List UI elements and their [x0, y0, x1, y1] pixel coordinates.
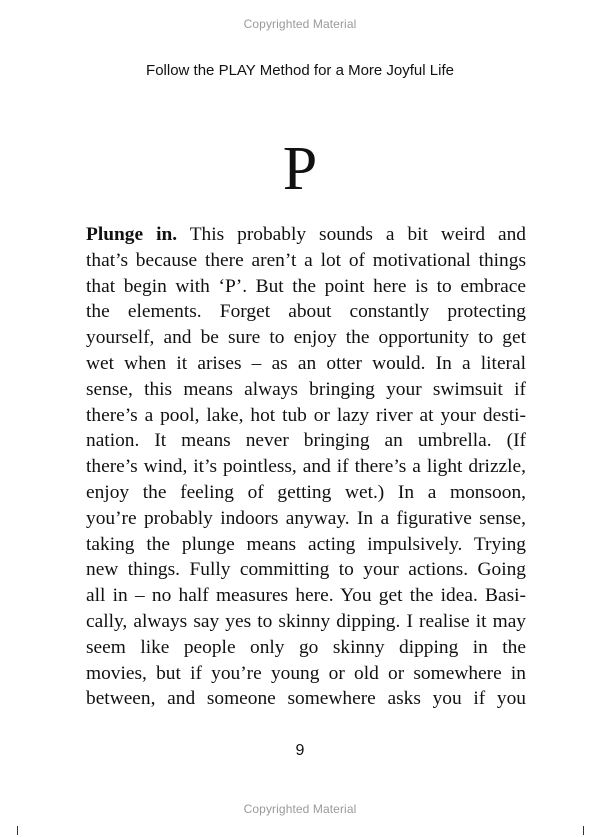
body-text	[86, 222, 526, 712]
body-line: wet when it arises – as an otter would. In a literal	[86, 352, 526, 374]
crop-mark-left	[17, 826, 18, 835]
body-line: seem like people only go skinny dipping in the	[86, 636, 526, 658]
body-line-1	[86, 222, 526, 248]
body-line: cally, always say yes to skinny dipping. I realise it may	[86, 610, 526, 632]
body-line: yourself, and be sure to enjoy the opportunity to get	[86, 327, 526, 349]
body-line-last: between, and someone somewhere asks you if you	[86, 688, 526, 710]
body-line: the elements. Forget about constantly protecting	[86, 301, 526, 323]
body-line: there’s wind, it’s pointless, and if there’s a light drizzle,	[86, 456, 526, 478]
first-line-rest: This probably sounds a bit weird and	[177, 224, 526, 245]
copyright-watermark-bottom: Copyrighted Material	[243, 802, 357, 816]
body-line: that’s because there aren’t a lot of motivational things	[86, 249, 526, 271]
crop-mark-right	[583, 826, 584, 835]
copyright-watermark-top: Copyrighted Material	[243, 17, 357, 31]
body-line: nation. It means never bringing an umbrella. (If	[86, 430, 526, 452]
body-line: that begin with ‘P’. But the point here is to embrace	[86, 275, 526, 297]
body-line: movies, but if you’re young or old or somewhere in	[86, 662, 526, 684]
body-line: all in – no half measures here. You get the idea. Basi-	[86, 585, 526, 607]
page-number: 9	[295, 742, 305, 759]
body-line: enjoy the feeling of getting wet.) In a monsoon,	[86, 481, 526, 503]
body-line: sense, this means always bringing your swimsuit if	[86, 378, 526, 400]
body-line: taking the plunge means acting impulsively. Trying	[86, 533, 526, 555]
running-head: Follow the PLAY Method for a More Joyful Life	[146, 62, 454, 79]
body-line: new things. Fully committing to your actions. Going	[86, 559, 526, 581]
body-line: you’re probably indoors anyway. In a figurative sense,	[86, 507, 526, 529]
chapter-letter: P	[282, 135, 318, 203]
paragraph-lead: Plunge in.	[86, 224, 178, 245]
body-line: there’s a pool, lake, hot tub or lazy river at your desti-	[86, 404, 526, 426]
